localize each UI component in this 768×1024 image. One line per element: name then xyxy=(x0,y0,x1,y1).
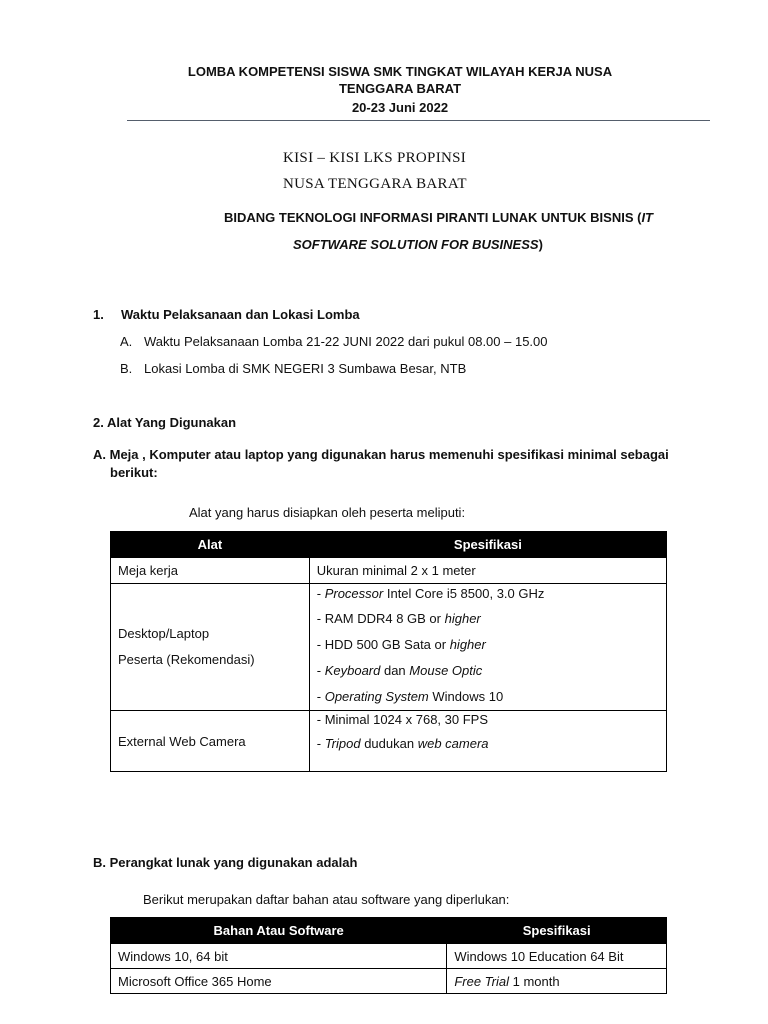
subtitle-close: ) xyxy=(538,237,543,252)
cell-spec: Windows 10 Education 64 Bit xyxy=(447,944,667,969)
section1-item-marker-b: B. xyxy=(120,361,133,376)
table-header-row xyxy=(111,918,667,944)
table2-intro: Berikut merupakan daftar bahan atau software yang diperlukan: xyxy=(143,892,510,907)
software-table xyxy=(110,917,667,994)
spec-line: - Processor Intel Core i5 8500, 3.0 GHz xyxy=(316,586,545,601)
col-header-alat: Alat xyxy=(111,532,310,558)
section1-item-a: Waktu Pelaksanaan Lomba 21-22 JUNI 2022 dari pukul 08.00 – 15.00 xyxy=(144,334,548,349)
doc-subtitle-line1 xyxy=(224,210,653,225)
alat-line: Peserta (Rekomendasi) xyxy=(118,652,255,667)
section1-heading: Waktu Pelaksanaan dan Lokasi Lomba xyxy=(121,307,360,322)
cell-spec: Free Trial 1 month xyxy=(447,969,667,994)
spec-line: - Keyboard dan Mouse Optic xyxy=(316,663,483,678)
doc-header-line1: LOMBA KOMPETENSI SISWA SMK TINGKAT WILAYAH KERJA NUSA xyxy=(187,64,613,79)
cell-alat xyxy=(111,584,310,711)
subtitle-text: BIDANG TEKNOLOGI INFORMASI PIRANTI LUNAK UNTUK BISNIS ( xyxy=(224,210,642,225)
cell-bahan: Windows 10, 64 bit xyxy=(111,944,447,969)
cell-alat: Meja kerja xyxy=(111,558,310,584)
col-header-spesifikasi: Spesifikasi xyxy=(447,918,667,944)
spec-line: - RAM DDR4 8 GB or higher xyxy=(316,611,481,626)
table-row xyxy=(111,944,667,969)
col-header-spesifikasi: Spesifikasi xyxy=(309,532,666,558)
spec-line: - Tripod dudukan web camera xyxy=(316,736,489,751)
table-row xyxy=(111,711,667,772)
cell-spec: Ukuran minimal 2 x 1 meter xyxy=(309,558,666,584)
table-row xyxy=(111,969,667,994)
spec-line: - HDD 500 GB Sata or higher xyxy=(316,637,486,652)
table-header-row xyxy=(111,532,667,558)
table-row xyxy=(111,558,667,584)
section2-heading: 2. Alat Yang Digunakan xyxy=(93,415,237,430)
spec-line: - Minimal 1024 x 768, 30 FPS xyxy=(316,712,488,727)
equipment-table xyxy=(110,531,667,772)
alat-line: Desktop/Laptop xyxy=(118,626,210,641)
cell-bahan: Microsoft Office 365 Home xyxy=(111,969,447,994)
sectionB-heading: B. Perangkat lunak yang digunakan adalah xyxy=(93,855,358,870)
cell-spec xyxy=(309,711,666,772)
doc-header-line2: TENGGARA BARAT xyxy=(338,81,462,96)
table1-intro: Alat yang harus disiapkan oleh peserta meliputi: xyxy=(189,505,466,520)
table-row xyxy=(111,584,667,711)
section2-a-line2: berikut: xyxy=(110,465,158,480)
section1-number: 1. xyxy=(93,307,104,322)
col-header-bahan: Bahan Atau Software xyxy=(111,918,447,944)
section2-a-line1: A. Meja , Komputer atau laptop yang digunakan harus memenuhi spesifikasi minimal sebagai xyxy=(93,447,669,462)
header-divider xyxy=(127,120,710,121)
doc-title-line1: KISI – KISI LKS PROPINSI xyxy=(283,150,467,166)
subtitle-italic: IT xyxy=(641,210,653,225)
section1-item-marker-a: A. xyxy=(120,334,133,349)
doc-header-date: 20-23 Juni 2022 xyxy=(351,100,449,115)
subtitle-italic-2: SOFTWARE SOLUTION FOR BUSINESS xyxy=(293,237,539,252)
cell-spec xyxy=(309,584,666,711)
doc-title-line2: NUSA TENGGARA BARAT xyxy=(283,176,467,192)
spec-line: - Operating System Windows 10 xyxy=(316,689,504,704)
doc-subtitle-line2 xyxy=(293,237,543,252)
cell-alat: External Web Camera xyxy=(111,711,310,772)
section1-item-b: Lokasi Lomba di SMK NEGERI 3 Sumbawa Besar, NTB xyxy=(144,361,467,376)
